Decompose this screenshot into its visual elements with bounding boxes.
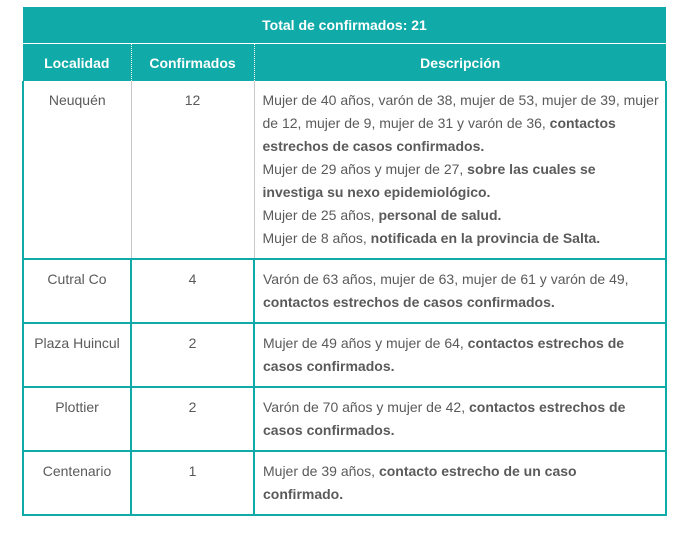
locality-cell: Neuquén [23, 81, 131, 259]
description-line [263, 332, 659, 378]
table-row [23, 323, 666, 387]
description-emphasis: contactos estrechos de casos confirmados. [263, 294, 555, 310]
description-cell [254, 259, 666, 323]
description-line [263, 158, 660, 204]
description-text: Mujer de 29 años y mujer de 27, [262, 161, 468, 177]
header-description: Descripción [254, 44, 666, 82]
cases-table-container [22, 7, 665, 516]
description-cell [254, 387, 666, 451]
table-row [23, 451, 666, 515]
confirmed-cell: 2 [131, 323, 254, 387]
locality-cell: Plottier [23, 387, 131, 451]
description-emphasis: contactos estrechos de casos confirmados. [263, 335, 625, 374]
header-confirmed: Confirmados [131, 44, 254, 82]
confirmed-cell: 12 [131, 81, 254, 259]
confirmed-cell: 1 [131, 451, 254, 515]
confirmed-cell: 2 [131, 387, 254, 451]
description-line [263, 396, 659, 442]
description-emphasis: contactos estrechos de casos confirmados. [263, 399, 626, 438]
table-row [23, 259, 666, 323]
description-text: Mujer de 8 años, [262, 230, 371, 246]
description-text: Mujer de 39 años, [263, 463, 379, 479]
description-emphasis: sobre las cuales se investiga su nexo epidemiológico. [262, 161, 596, 200]
description-text: Mujer de 40 años, varón de 38, mujer de 53, mujer de 39, mujer de 12, mujer de 9, mujer de 31 y varón de 36, [262, 92, 659, 131]
locality-cell: Plaza Huincul [23, 323, 131, 387]
table-title: Total de confirmados: 21 [23, 7, 666, 44]
confirmed-cell: 4 [131, 259, 254, 323]
description-line [263, 227, 660, 250]
table-row [23, 81, 666, 259]
description-cell [254, 81, 666, 259]
description-line [263, 268, 659, 314]
description-text: Varón de 70 años y mujer de 42, [263, 399, 469, 415]
locality-cell: Centenario [23, 451, 131, 515]
description-line [263, 460, 659, 506]
description-cell [254, 323, 666, 387]
description-text: Mujer de 49 años y mujer de 64, [263, 335, 468, 351]
description-text: Mujer de 25 años, [262, 207, 379, 223]
table-header-row [23, 44, 666, 82]
table-body [23, 81, 666, 515]
locality-cell: Cutral Co [23, 259, 131, 323]
description-cell [254, 451, 666, 515]
table-title-row [23, 7, 666, 44]
description-emphasis: contactos estrechos de casos confirmados. [262, 115, 616, 154]
description-emphasis: contacto estrecho de un caso confirmado. [263, 463, 577, 502]
description-emphasis: notificada en la provincia de Salta. [370, 230, 601, 246]
description-text: Varón de 63 años, mujer de 63, mujer de 61 y varón de 49, [263, 271, 629, 287]
description-emphasis: personal de salud. [378, 207, 502, 223]
description-line [263, 89, 660, 158]
cases-table [22, 7, 667, 516]
header-locality: Localidad [23, 44, 131, 82]
description-line [263, 204, 660, 227]
table-row [23, 387, 666, 451]
